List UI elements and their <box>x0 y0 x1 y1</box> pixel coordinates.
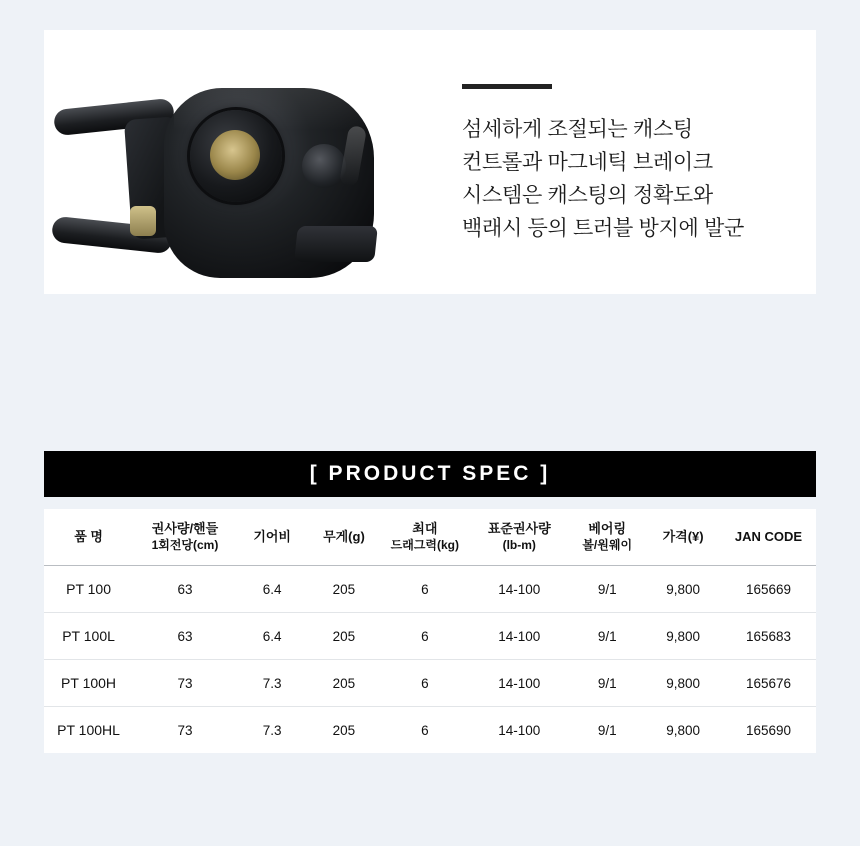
product-spec-title: [ PRODUCT SPEC ] <box>44 451 816 497</box>
cell-weight: 205 <box>308 613 381 660</box>
cell-max-drag: 6 <box>380 613 469 660</box>
reel-spool-cap <box>302 144 346 188</box>
spec-table-body <box>44 566 816 754</box>
cell-weight: 205 <box>308 660 381 707</box>
spec-col-price <box>645 509 721 566</box>
spec-col-jan-code-top: JAN CODE <box>734 529 803 544</box>
table-row <box>44 660 816 707</box>
cell-bearings: 9/1 <box>569 660 645 707</box>
spec-table-head <box>44 509 816 566</box>
cell-bearings: 9/1 <box>569 613 645 660</box>
cell-bearings: 9/1 <box>569 566 645 613</box>
spec-col-line-per-turn-sub: 1회전당(cm) <box>151 538 219 552</box>
cell-price: 9,800 <box>645 613 721 660</box>
cell-weight: 205 <box>332 722 356 738</box>
reel-gold-dial <box>210 130 260 180</box>
spec-col-weight <box>308 509 381 566</box>
spec-col-max-drag-sub: 드래그력(kg) <box>390 538 460 552</box>
cell-max-drag: 6 <box>380 660 469 707</box>
cell-jan-code: 165690 <box>745 722 792 738</box>
cell-line-per-turn: 63 <box>133 566 237 613</box>
reel-rod-foot <box>294 226 378 262</box>
spec-col-bearings <box>569 509 645 566</box>
cell-weight: 205 <box>308 566 381 613</box>
hero-line-1: 섬세하게 조절되는 캐스팅 <box>462 118 693 141</box>
spec-col-gear-ratio <box>237 509 308 566</box>
spec-col-weight-top: 무게(g) <box>323 529 365 544</box>
cell-name: PT 100HL <box>57 722 120 738</box>
cell-gear-ratio: 7.3 <box>262 722 282 738</box>
cell-standard-line: 14-100 <box>469 613 569 660</box>
spec-col-standard-line-top: 표준권사량 <box>487 521 551 536</box>
reel-product-image <box>44 30 444 294</box>
cell-name: PT 100L <box>44 613 133 660</box>
hero-banner <box>44 30 816 294</box>
spec-col-jan-code <box>721 509 816 566</box>
hero-line-3: 시스템은 캐스팅의 정확도와 <box>462 184 713 207</box>
hero-text-block <box>444 30 816 294</box>
cell-line-per-turn: 63 <box>133 613 237 660</box>
reel-drag-star-knob <box>130 206 156 236</box>
cell-price: 9,800 <box>645 660 721 707</box>
spec-col-standard-line-sub: (lb-m) <box>502 538 536 552</box>
cell-max-drag: 6 <box>380 566 469 613</box>
cell-price: 9,800 <box>645 566 721 613</box>
spec-col-max-drag <box>380 509 469 566</box>
cell-price: 9,800 <box>666 722 701 738</box>
spec-col-price-top: 가격(¥) <box>662 529 704 544</box>
cell-gear-ratio: 7.3 <box>237 660 308 707</box>
table-row <box>44 707 816 754</box>
hero-line-2: 컨트롤과 마그네틱 브레이크 <box>462 151 713 174</box>
table-row <box>44 566 816 613</box>
spec-col-line-per-turn-top: 권사량/핸들 <box>151 521 219 536</box>
cell-standard-line: 14-100 <box>498 722 541 738</box>
spec-col-bearings-top: 베어링 <box>588 521 627 536</box>
hero-divider <box>462 84 552 89</box>
spec-col-name-top: 품 명 <box>74 529 103 544</box>
cell-name: PT 100 <box>44 566 133 613</box>
product-spec-table <box>44 509 816 753</box>
cell-gear-ratio: 6.4 <box>237 613 308 660</box>
cell-name: PT 100H <box>44 660 133 707</box>
cell-line-per-turn: 73 <box>177 722 193 738</box>
spec-col-standard-line <box>469 509 569 566</box>
spec-col-max-drag-top: 최대 <box>412 521 438 536</box>
spec-col-bearings-sub: 볼/원웨이 <box>582 538 633 552</box>
spec-col-line-per-turn <box>133 509 237 566</box>
spec-col-name <box>44 509 133 566</box>
cell-gear-ratio: 6.4 <box>237 566 308 613</box>
cell-bearings: 9/1 <box>597 722 617 738</box>
cell-jan-code: 165676 <box>721 660 816 707</box>
cell-line-per-turn: 73 <box>133 660 237 707</box>
table-row <box>44 613 816 660</box>
spec-header-row <box>44 509 816 566</box>
cell-jan-code: 165683 <box>721 613 816 660</box>
cell-jan-code: 165669 <box>721 566 816 613</box>
spec-col-gear-ratio-top: 기어비 <box>253 529 291 544</box>
cell-standard-line: 14-100 <box>469 566 569 613</box>
cell-max-drag: 6 <box>421 722 429 738</box>
cell-standard-line: 14-100 <box>469 660 569 707</box>
hero-line-4: 백래시 등의 트러블 방지에 발군 <box>462 217 744 240</box>
